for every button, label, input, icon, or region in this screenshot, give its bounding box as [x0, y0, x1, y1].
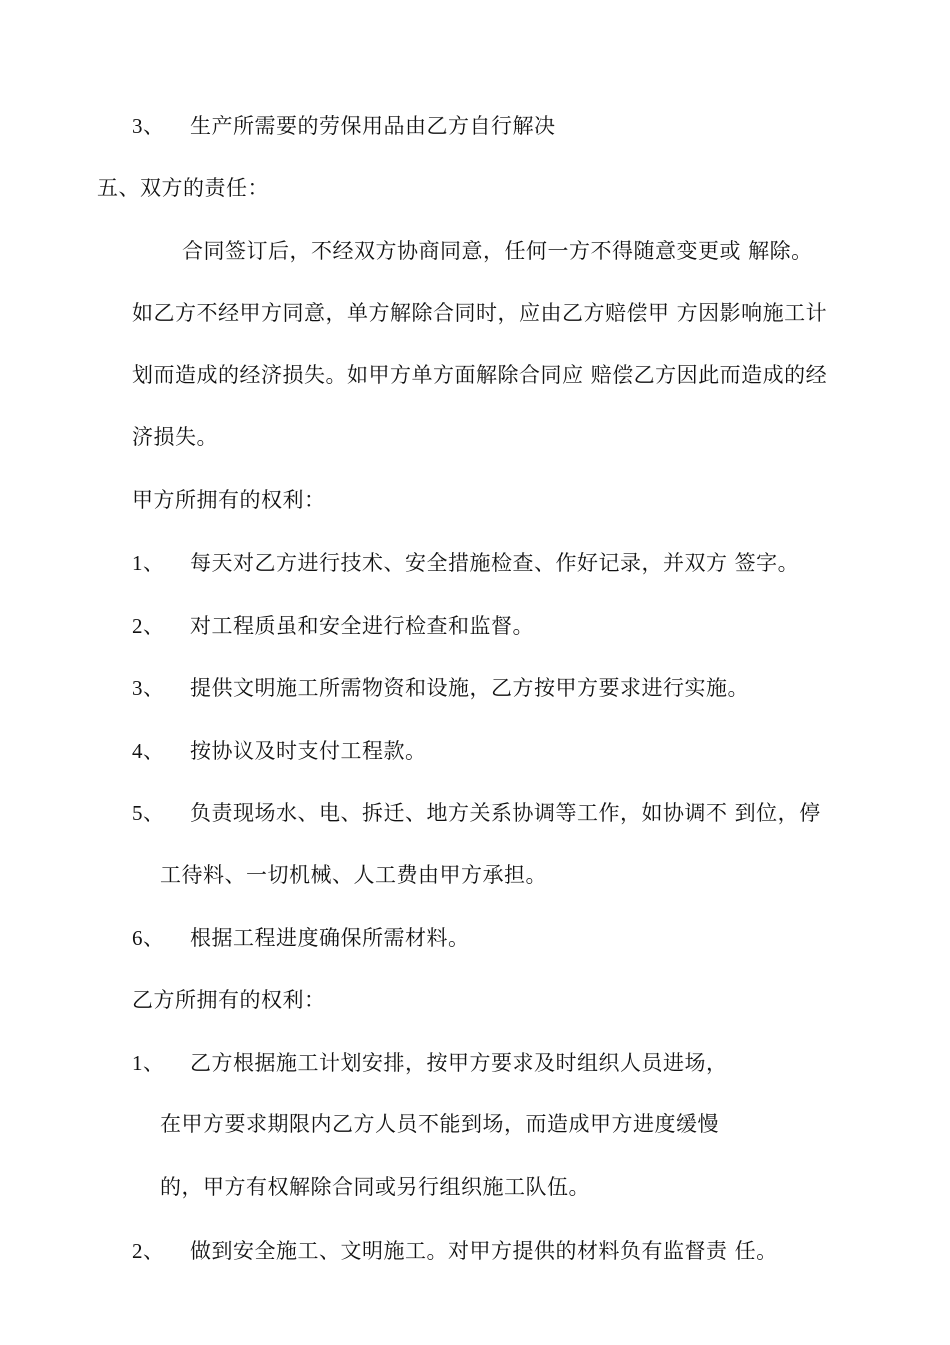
clause-number: 4、	[132, 739, 165, 763]
paragraph-text: 合同签订后，不经双方协商同意，任何一方不得随意变更或 解除。	[182, 239, 813, 263]
subsection-heading-text: 甲方所拥有的权利：	[132, 488, 326, 512]
paragraph-text: 划而造成的经济损失。如甲方单方面解除合同应 赔偿乙方因此而造成的经	[132, 363, 828, 387]
clause-number: 3、	[132, 676, 165, 700]
clause-text: 生产所需要的劳保用品由乙方自行解决	[190, 114, 556, 138]
paragraph-line	[132, 423, 218, 451]
clause-line	[132, 674, 749, 702]
clause-text: 工待料、一切机械、人工费由甲方承担。	[160, 863, 547, 887]
clause-line	[132, 1049, 728, 1077]
paragraph-line	[132, 361, 827, 389]
clause-line	[132, 924, 470, 952]
clause-line	[132, 612, 534, 640]
section-heading	[97, 174, 269, 202]
clause-number: 2、	[132, 1239, 165, 1263]
clause-text: 负责现场水、电、拆迁、地方关系协调等工作，如协调不 到位，停	[190, 801, 821, 825]
clause-number: 1、	[132, 1051, 165, 1075]
clause-number: 1、	[132, 551, 165, 575]
clause-text: 的，甲方有权解除合同或另行组织施工队伍。	[160, 1175, 590, 1199]
clause-line	[132, 549, 799, 577]
paragraph-line	[132, 299, 827, 327]
clause-line	[132, 1237, 778, 1265]
clause-line	[132, 799, 821, 827]
clause-number: 3、	[132, 114, 165, 138]
clause-number: 2、	[132, 614, 165, 638]
paragraph-line	[182, 237, 813, 265]
clause-text: 提供文明施工所需物资和设施，乙方按甲方要求进行实施。	[190, 676, 749, 700]
clause-continuation	[160, 1173, 590, 1201]
clause-text: 做到安全施工、文明施工。对甲方提供的材料负有监督责 任。	[190, 1239, 778, 1263]
subsection-heading	[132, 986, 326, 1014]
subsection-heading	[132, 486, 326, 514]
clause-text: 根据工程进度确保所需材料。	[190, 926, 470, 950]
clause-number: 6、	[132, 926, 165, 950]
clause-text: 按协议及时支付工程款。	[190, 739, 427, 763]
clause-number: 5、	[132, 801, 165, 825]
clause-line	[132, 112, 556, 140]
clause-text: 对工程质虽和安全进行检查和监督。	[190, 614, 534, 638]
clause-text: 乙方根据施工计划安排，按甲方要求及时组织人员进场，	[190, 1051, 728, 1075]
clause-text: 在甲方要求期限内乙方人员不能到场，而造成甲方进度缓慢	[160, 1112, 719, 1136]
paragraph-text: 如乙方不经甲方同意，单方解除合同时，应由乙方赔偿甲 方因影响施工计	[132, 301, 828, 325]
section-heading-text: 五、双方的责任：	[97, 176, 269, 200]
clause-line	[132, 737, 427, 765]
clause-continuation	[160, 861, 547, 889]
clause-continuation	[160, 1110, 719, 1138]
paragraph-text: 济损失。	[132, 425, 218, 449]
subsection-heading-text: 乙方所拥有的权利：	[132, 988, 326, 1012]
clause-text: 每天对乙方进行技术、安全措施检查、作好记录，并双方 签字。	[190, 551, 800, 575]
